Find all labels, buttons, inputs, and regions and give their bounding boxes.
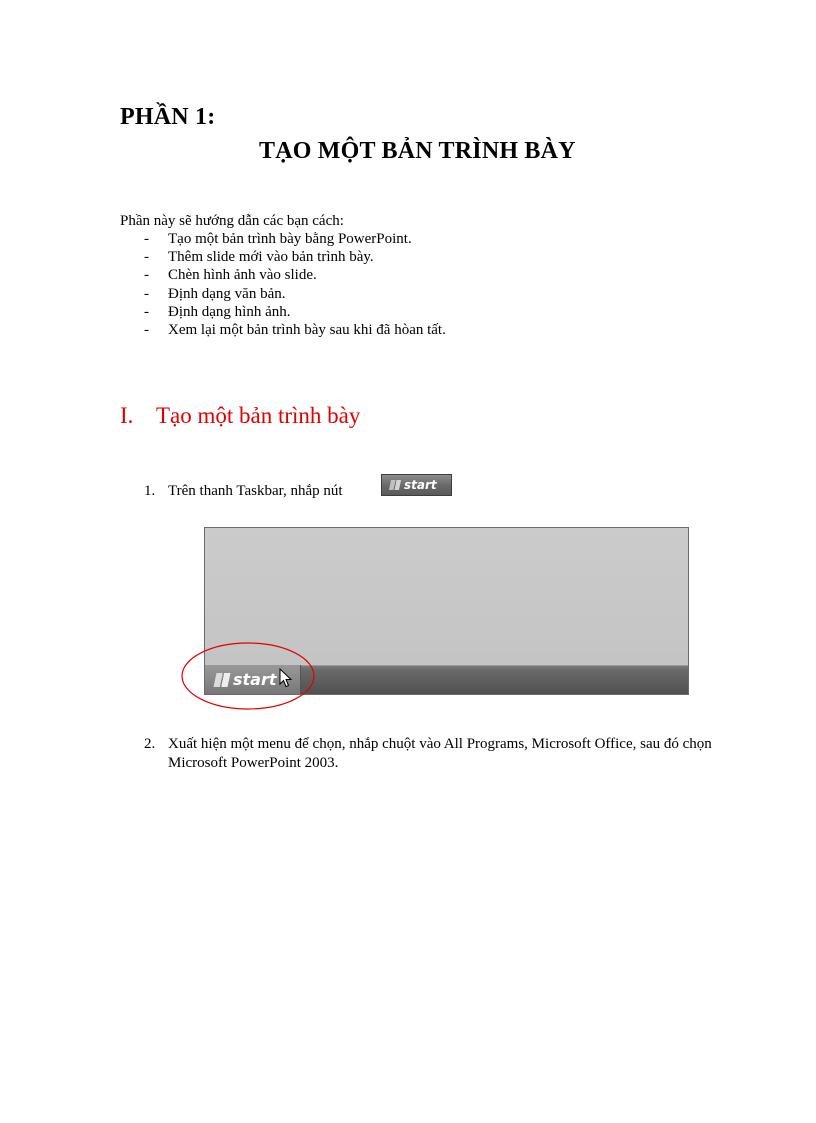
bullet-dash: - [144,322,149,339]
step-number: 1. [144,483,156,499]
step-text: Xuất hiện một menu để chọn, nhắp chuột vào All Programs, Microsoft Office, sau đó chọn Microsoft PowerPoint 2003. [168,736,712,771]
list-item-text: Định dạng văn bản. [168,285,286,302]
start-button-inline[interactable] [381,474,452,496]
list-item [144,248,446,266]
list-item [144,230,446,248]
list-item [144,321,446,339]
part-label: PHẦN 1: [120,104,216,130]
bullet-dash: - [144,267,149,284]
intro-text: Phần này sẽ hướng dẫn các bạn cách: [120,213,344,229]
start-button-label: start [404,478,437,492]
section-heading [120,403,360,429]
taskbar-screenshot [204,527,689,695]
bullet-dash: - [144,303,149,320]
step-2 [144,735,764,775]
list-item [144,303,446,321]
objectives-list [144,230,446,339]
list-item-text: Chèn hình ảnh vào slide. [168,267,317,284]
bullet-dash: - [144,231,149,247]
mouse-pointer-icon [279,668,293,688]
desktop-area [205,528,688,665]
list-item-text: Định dạng hình ảnh. [168,303,291,320]
step-number: 2. [144,736,156,752]
bullet-dash: - [144,285,149,302]
list-item-text: Xem lại một bản trình bày sau khi đã hòan tất. [168,322,446,339]
list-item-text: Thêm slide mới vào bản trình bày. [168,249,374,266]
section-number: I. [120,403,134,428]
bullet-dash: - [144,249,149,266]
page-title: TẠO MỘT BẢN TRÌNH BÀY [259,138,576,164]
section-title: Tạo một bản trình bày [156,403,361,428]
list-item-text: Tạo một bản trình bày bằng PowerPoint. [168,231,412,247]
windows-flag-icon [214,673,231,687]
list-item [144,266,446,284]
start-button-label: start [233,670,277,689]
windows-flag-icon [389,480,401,490]
step-text: Trên thanh Taskbar, nhắp nút [168,483,343,499]
list-item [144,285,446,303]
